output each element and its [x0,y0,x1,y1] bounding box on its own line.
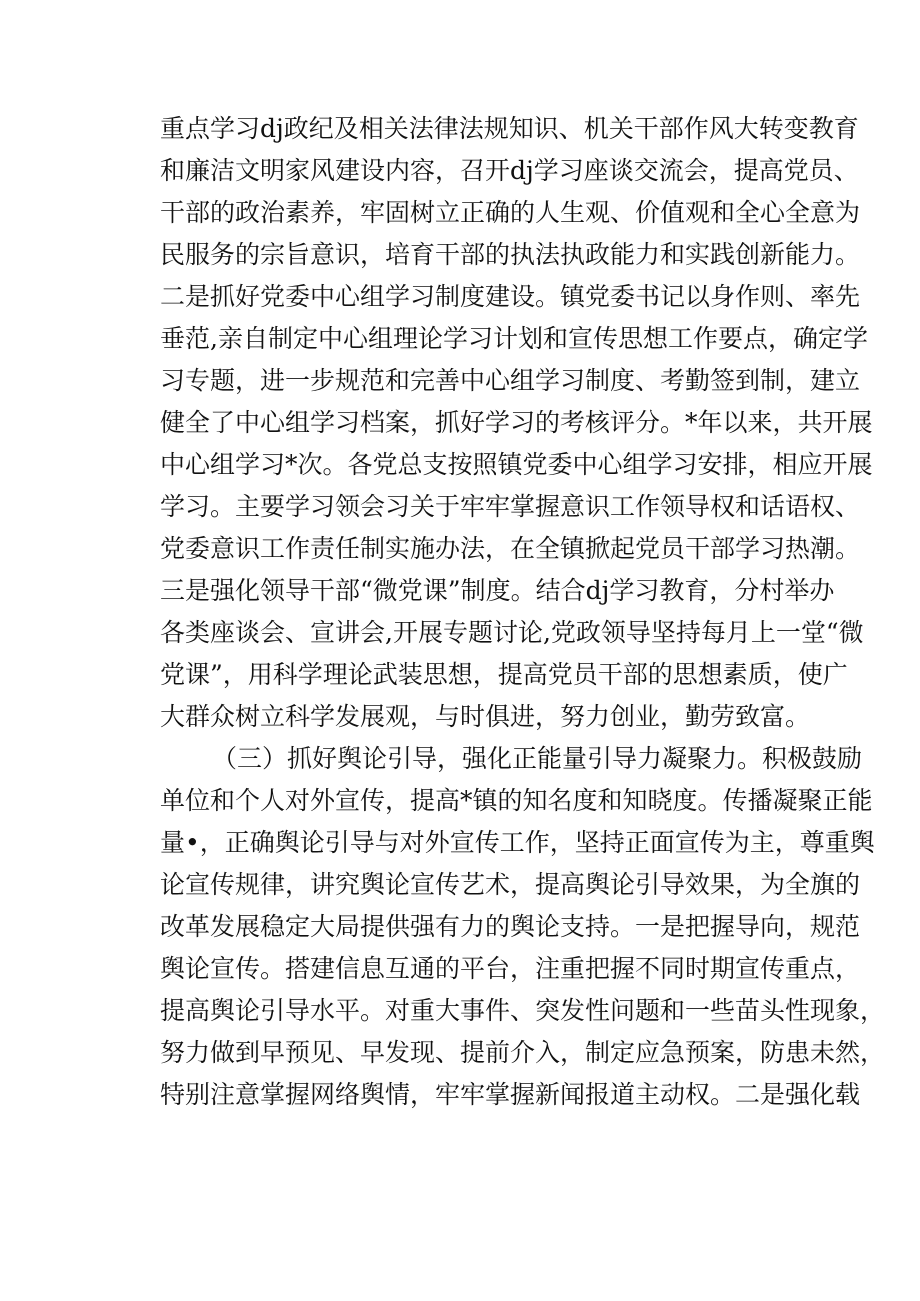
text-line-7: 习专题，进一步规范和完善中心组学习制度、考勤签到制，建立 [160,366,861,395]
text-line-11: 党委意识工作责任制实施办法，在全镇掀起党员干部学习热潮。 [160,534,861,563]
text-line-2: 和廉洁文明家风建设内容，召开dj学习座谈交流会，提高党员、 [160,156,859,185]
text-line-24: 特别注意掌握网络舆情，牢牢掌握新闻报道主动权。二是强化载 [160,1080,861,1109]
text-line-15: 大群众树立科学发展观，与时俱进，努力创业，勤劳致富。 [160,702,811,731]
text-line-9: 中心组学习*次。各党总支按照镇党委中心组学习安排，相应开展 [160,450,873,479]
text-line-5: 二是抓好党委中心组学习制度建设。镇党委书记以身作则、率先 [160,282,861,311]
text-line-18: 量•，正确舆论引导与对外宣传工作，坚持正面宣传为主，尊重舆 [160,828,875,857]
text-line-4: 民服务的宗旨意识，培育干部的执法执政能力和实践创新能力。 [160,240,861,269]
text-line-21: 舆论宣传。搭建信息互通的平台，注重把握不同时期宣传重点， [160,954,861,983]
text-line-3: 干部的政治素养，牢固树立正确的人生观、价值观和全心全意为 [160,198,861,227]
text-line-17: 单位和个人对外宣传，提高*镇的知名度和知晓度。传播凝聚正能 [160,786,873,815]
body-text [160,108,886,1116]
text-line-13: 各类座谈会、宣讲会,开展专题讨论,党政领导坚持每月上一堂“微 [160,618,864,647]
text-line-6: 垂范,亲自制定中心组理论学习计划和宣传思想工作要点，确定学 [160,324,868,353]
text-line-12: 三是强化领导干部“微党课”制度。结合dj学习教育，分村举办 [160,576,835,605]
text-line-23: 努力做到早预见、早发现、提前介入，制定应急预案，防患未然， [160,1038,886,1067]
text-line-1: 重点学习dj政纪及相关法律法规知识、机关干部作风大转变教育 [160,114,859,143]
text-line-8: 健全了中心组学习档案，抓好学习的考核评分。*年以来，共开展 [160,408,873,437]
text-line-19: 论宣传规律，讲究舆论宣传艺术，提高舆论引导效果，为全旗的 [160,870,861,899]
text-line-10: 学习。主要学习领会习关于牢牢掌握意识工作领导权和话语权、 [160,492,861,521]
text-line-20: 改革发展稳定大局提供强有力的舆论支持。一是把握导向，规范 [160,912,861,941]
text-line-16: （三）抓好舆论引导，强化正能量引导力凝聚力。积极鼓励 [212,744,863,773]
text-line-22: 提高舆论引导水平。对重大事件、突发性问题和一些苗头性现象， [160,996,886,1025]
text-line-14: 党课”，用科学理论武装思想，提高党员干部的思想素质，使广 [160,660,848,689]
